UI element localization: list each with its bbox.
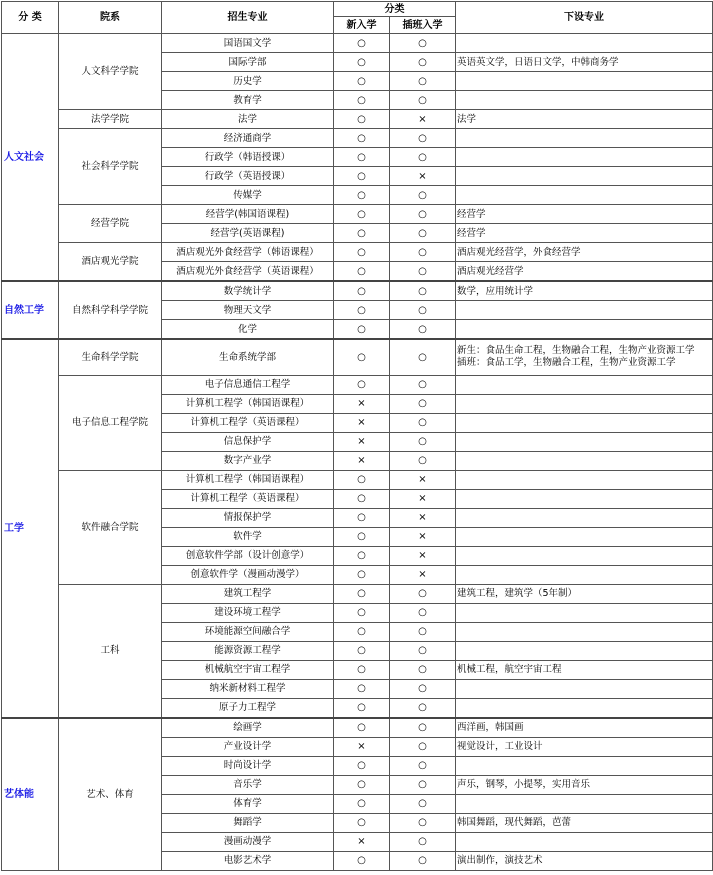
freshman-mark: ○: [334, 508, 390, 527]
major-cell: 经营学(英语课程): [162, 224, 334, 243]
major-cell: 国际学部: [162, 53, 334, 72]
header-major: 招生专业: [162, 2, 334, 34]
transfer-mark: ○: [390, 413, 456, 432]
sub-majors-cell: 视觉设计，工业设计: [456, 737, 713, 756]
major-cell: 舞蹈学: [162, 813, 334, 832]
freshman-mark: ○: [334, 339, 390, 375]
freshman-mark: ○: [334, 470, 390, 489]
sub-majors-cell: [456, 34, 713, 53]
freshman-mark: ○: [334, 641, 390, 660]
transfer-mark: ○: [390, 91, 456, 110]
major-cell: 化学: [162, 320, 334, 340]
category-cell: 工学: [2, 339, 59, 718]
transfer-mark: ○: [390, 698, 456, 718]
sub-majors-cell: [456, 72, 713, 91]
major-cell: 软件学: [162, 527, 334, 546]
major-cell: 信息保护学: [162, 432, 334, 451]
college-cell: 酒店观光学院: [59, 243, 162, 282]
major-cell: 教育学: [162, 91, 334, 110]
table-row: [2, 718, 713, 738]
major-cell: 创意软件学（漫画动漫学）: [162, 565, 334, 584]
sub-majors-cell: 酒店观光经营学: [456, 262, 713, 282]
freshman-mark: ×: [334, 737, 390, 756]
freshman-mark: ○: [334, 794, 390, 813]
table-row: [2, 34, 713, 53]
freshman-mark: ○: [334, 110, 390, 129]
table-row: [2, 470, 713, 489]
freshman-mark: ○: [334, 775, 390, 794]
major-cell: 酒店观光外食经营学（英语课程）: [162, 262, 334, 282]
freshman-mark: ○: [334, 527, 390, 546]
freshman-mark: ○: [334, 718, 390, 738]
transfer-mark: ○: [390, 794, 456, 813]
freshman-mark: ○: [334, 301, 390, 320]
major-cell: 国语国文学: [162, 34, 334, 53]
sub-majors-cell: [456, 167, 713, 186]
transfer-mark: ○: [390, 603, 456, 622]
transfer-mark: ○: [390, 320, 456, 340]
sub-majors-cell: [456, 641, 713, 660]
major-cell: 计算机工程学（英语课程）: [162, 489, 334, 508]
freshman-mark: ○: [334, 756, 390, 775]
table-row: [2, 110, 713, 129]
transfer-mark: ○: [390, 53, 456, 72]
sub-majors-line: 插班：食品工学，生物融合工程，生物产业资源工学: [457, 357, 676, 369]
table-row: [2, 205, 713, 224]
transfer-mark: ○: [390, 129, 456, 148]
transfer-mark: ○: [390, 718, 456, 738]
sub-majors-cell: [456, 794, 713, 813]
sub-majors-cell: [456, 679, 713, 698]
transfer-mark: ×: [390, 167, 456, 186]
major-cell: 建筑工程学: [162, 584, 334, 603]
table-row: [2, 339, 713, 375]
freshman-mark: ○: [334, 53, 390, 72]
freshman-mark: ○: [334, 205, 390, 224]
transfer-mark: ○: [390, 186, 456, 205]
sub-majors-cell: [456, 432, 713, 451]
freshman-mark: ×: [334, 451, 390, 470]
freshman-mark: ○: [334, 603, 390, 622]
freshman-mark: ○: [334, 489, 390, 508]
transfer-mark: ○: [390, 148, 456, 167]
sub-majors-cell: 演出制作，演技艺术: [456, 851, 713, 870]
table-row: [2, 281, 713, 301]
transfer-mark: ×: [390, 546, 456, 565]
sub-majors-cell: [456, 470, 713, 489]
table-row: [2, 584, 713, 603]
sub-majors-cell: [456, 565, 713, 584]
college-cell: 艺术、体育: [59, 718, 162, 871]
freshman-mark: ○: [334, 91, 390, 110]
freshman-mark: ○: [334, 129, 390, 148]
sub-majors-cell: 法学: [456, 110, 713, 129]
major-cell: 时尚设计学: [162, 756, 334, 775]
major-cell: 计算机工程学（英语课程）: [162, 413, 334, 432]
sub-majors-cell: 声乐，钢琴，小提琴，实用音乐: [456, 775, 713, 794]
sub-majors-cell: [456, 622, 713, 641]
sub-majors-cell: [456, 489, 713, 508]
sub-majors-cell: [456, 832, 713, 851]
freshman-mark: ○: [334, 243, 390, 262]
transfer-mark: ○: [390, 756, 456, 775]
transfer-mark: ×: [390, 110, 456, 129]
freshman-mark: ○: [334, 167, 390, 186]
transfer-mark: ○: [390, 584, 456, 603]
college-cell: 经营学院: [59, 205, 162, 243]
freshman-mark: ○: [334, 813, 390, 832]
transfer-mark: ○: [390, 72, 456, 91]
sub-majors-cell: [456, 756, 713, 775]
major-cell: 创意软件学部（设计创意学）: [162, 546, 334, 565]
major-cell: 传媒学: [162, 186, 334, 205]
sub-majors-cell: 韩国舞蹈，现代舞蹈，芭蕾: [456, 813, 713, 832]
freshman-mark: ○: [334, 224, 390, 243]
transfer-mark: ○: [390, 813, 456, 832]
major-cell: 经营学(韩国语课程): [162, 205, 334, 224]
sub-majors-cell: 建筑工程，建筑学（5年制）: [456, 584, 713, 603]
freshman-mark: ○: [334, 281, 390, 301]
major-cell: 历史学: [162, 72, 334, 91]
college-cell: 自然科学科学学院: [59, 281, 162, 339]
table-row: [2, 375, 713, 394]
transfer-mark: ○: [390, 394, 456, 413]
transfer-mark: ○: [390, 660, 456, 679]
major-cell: 经济通商学: [162, 129, 334, 148]
admissions-table: [1, 1, 713, 871]
table-body: [2, 34, 713, 871]
major-cell: 产业设计学: [162, 737, 334, 756]
major-cell: 绘画学: [162, 718, 334, 738]
table-row: [2, 243, 713, 262]
major-cell: 酒店观光外食经营学（韩语课程）: [162, 243, 334, 262]
major-cell: 数字产业学: [162, 451, 334, 470]
transfer-mark: ×: [390, 565, 456, 584]
major-cell: 计算机工程学（韩国语课程）: [162, 470, 334, 489]
transfer-mark: ○: [390, 451, 456, 470]
major-cell: 音乐学: [162, 775, 334, 794]
transfer-mark: ○: [390, 224, 456, 243]
major-cell: 生命系统学部: [162, 339, 334, 375]
major-cell: 数学统计学: [162, 281, 334, 301]
transfer-mark: ○: [390, 775, 456, 794]
header-sub-majors: 下设专业: [456, 2, 713, 34]
transfer-mark: ○: [390, 34, 456, 53]
major-cell: 体育学: [162, 794, 334, 813]
freshman-mark: ○: [334, 148, 390, 167]
major-cell: 电子信息通信工程学: [162, 375, 334, 394]
transfer-mark: ○: [390, 432, 456, 451]
sub-majors-cell: [456, 186, 713, 205]
sub-majors-line: 新生：食品生命工程，生物融合工程，生物产业资源工学: [457, 345, 695, 357]
freshman-mark: ○: [334, 34, 390, 53]
table-row: [2, 129, 713, 148]
sub-majors-cell: [456, 603, 713, 622]
major-cell: 机械航空宇宙工程学: [162, 660, 334, 679]
transfer-mark: ○: [390, 339, 456, 375]
sub-majors-cell: [456, 375, 713, 394]
major-cell: 环境能源空间融合学: [162, 622, 334, 641]
transfer-mark: ○: [390, 262, 456, 282]
college-cell: 电子信息工程学院: [59, 375, 162, 470]
major-cell: 纳米新材料工程学: [162, 679, 334, 698]
college-cell: 法学学院: [59, 110, 162, 129]
major-cell: 原子力工程学: [162, 698, 334, 718]
sub-majors-cell: 酒店观光经营学，外食经营学: [456, 243, 713, 262]
transfer-mark: ○: [390, 851, 456, 870]
transfer-mark: ○: [390, 641, 456, 660]
major-cell: 物理天文学: [162, 301, 334, 320]
college-cell: 人文科学学院: [59, 34, 162, 110]
sub-majors-cell: [456, 148, 713, 167]
major-cell: 电影艺术学: [162, 851, 334, 870]
sub-majors-cell: 西洋画，韩国画: [456, 718, 713, 738]
transfer-mark: ○: [390, 375, 456, 394]
transfer-mark: ×: [390, 508, 456, 527]
header-category: 分 类: [2, 2, 59, 34]
transfer-mark: ○: [390, 243, 456, 262]
transfer-mark: ○: [390, 679, 456, 698]
freshman-mark: ○: [334, 546, 390, 565]
freshman-mark: ○: [334, 565, 390, 584]
header-college: 院系: [59, 2, 162, 34]
sub-majors-cell: [456, 698, 713, 718]
sub-majors-cell: [456, 451, 713, 470]
transfer-mark: ○: [390, 281, 456, 301]
sub-majors-cell: [456, 527, 713, 546]
sub-majors-cell: [456, 394, 713, 413]
sub-majors-cell: 英语英文学，日语日文学，中韩商务学: [456, 53, 713, 72]
major-cell: 建设环境工程学: [162, 603, 334, 622]
major-cell: 计算机工程学（韩国语课程）: [162, 394, 334, 413]
freshman-mark: ×: [334, 432, 390, 451]
sub-majors-cell: [456, 546, 713, 565]
sub-majors-cell: [456, 508, 713, 527]
major-cell: 行政学（英语授课）: [162, 167, 334, 186]
transfer-mark: ×: [390, 489, 456, 508]
transfer-mark: ×: [390, 527, 456, 546]
transfer-mark: ○: [390, 737, 456, 756]
header-freshman: 新入学: [334, 17, 390, 34]
transfer-mark: ○: [390, 622, 456, 641]
header-transfer: 插班入学: [390, 17, 456, 34]
major-cell: 法学: [162, 110, 334, 129]
freshman-mark: ○: [334, 622, 390, 641]
header-classification: 分类: [334, 2, 456, 17]
freshman-mark: ○: [334, 660, 390, 679]
college-cell: 生命科学学院: [59, 339, 162, 375]
sub-majors-cell: [456, 129, 713, 148]
sub-majors-cell: 数学，应用统计学: [456, 281, 713, 301]
sub-majors-cell: [456, 301, 713, 320]
freshman-mark: ○: [334, 698, 390, 718]
sub-majors-cell: [456, 320, 713, 340]
transfer-mark: ○: [390, 301, 456, 320]
college-cell: 工科: [59, 584, 162, 718]
freshman-mark: ×: [334, 413, 390, 432]
sub-majors-cell: [456, 413, 713, 432]
freshman-mark: ×: [334, 832, 390, 851]
freshman-mark: ○: [334, 72, 390, 91]
college-cell: 软件融合学院: [59, 470, 162, 584]
category-cell: 人文社会: [2, 34, 59, 282]
transfer-mark: ○: [390, 205, 456, 224]
major-cell: 能源资源工程学: [162, 641, 334, 660]
transfer-mark: ○: [390, 832, 456, 851]
major-cell: 情报保护学: [162, 508, 334, 527]
sub-majors-cell: [456, 91, 713, 110]
sub-majors-cell: 经营学: [456, 224, 713, 243]
freshman-mark: ○: [334, 679, 390, 698]
major-cell: 漫画动漫学: [162, 832, 334, 851]
freshman-mark: ○: [334, 375, 390, 394]
transfer-mark: ×: [390, 470, 456, 489]
freshman-mark: ○: [334, 320, 390, 340]
freshman-mark: ○: [334, 262, 390, 282]
sub-majors-cell: 经营学: [456, 205, 713, 224]
category-cell: 自然工学: [2, 281, 59, 339]
freshman-mark: ○: [334, 584, 390, 603]
college-cell: 社会科学学院: [59, 129, 162, 205]
sub-majors-cell: 机械工程，航空宇宙工程: [456, 660, 713, 679]
sub-majors-cell: [456, 339, 713, 375]
freshman-mark: ○: [334, 851, 390, 870]
freshman-mark: ×: [334, 394, 390, 413]
category-cell: 艺体能: [2, 718, 59, 871]
major-cell: 行政学（韩语授课）: [162, 148, 334, 167]
freshman-mark: ○: [334, 186, 390, 205]
